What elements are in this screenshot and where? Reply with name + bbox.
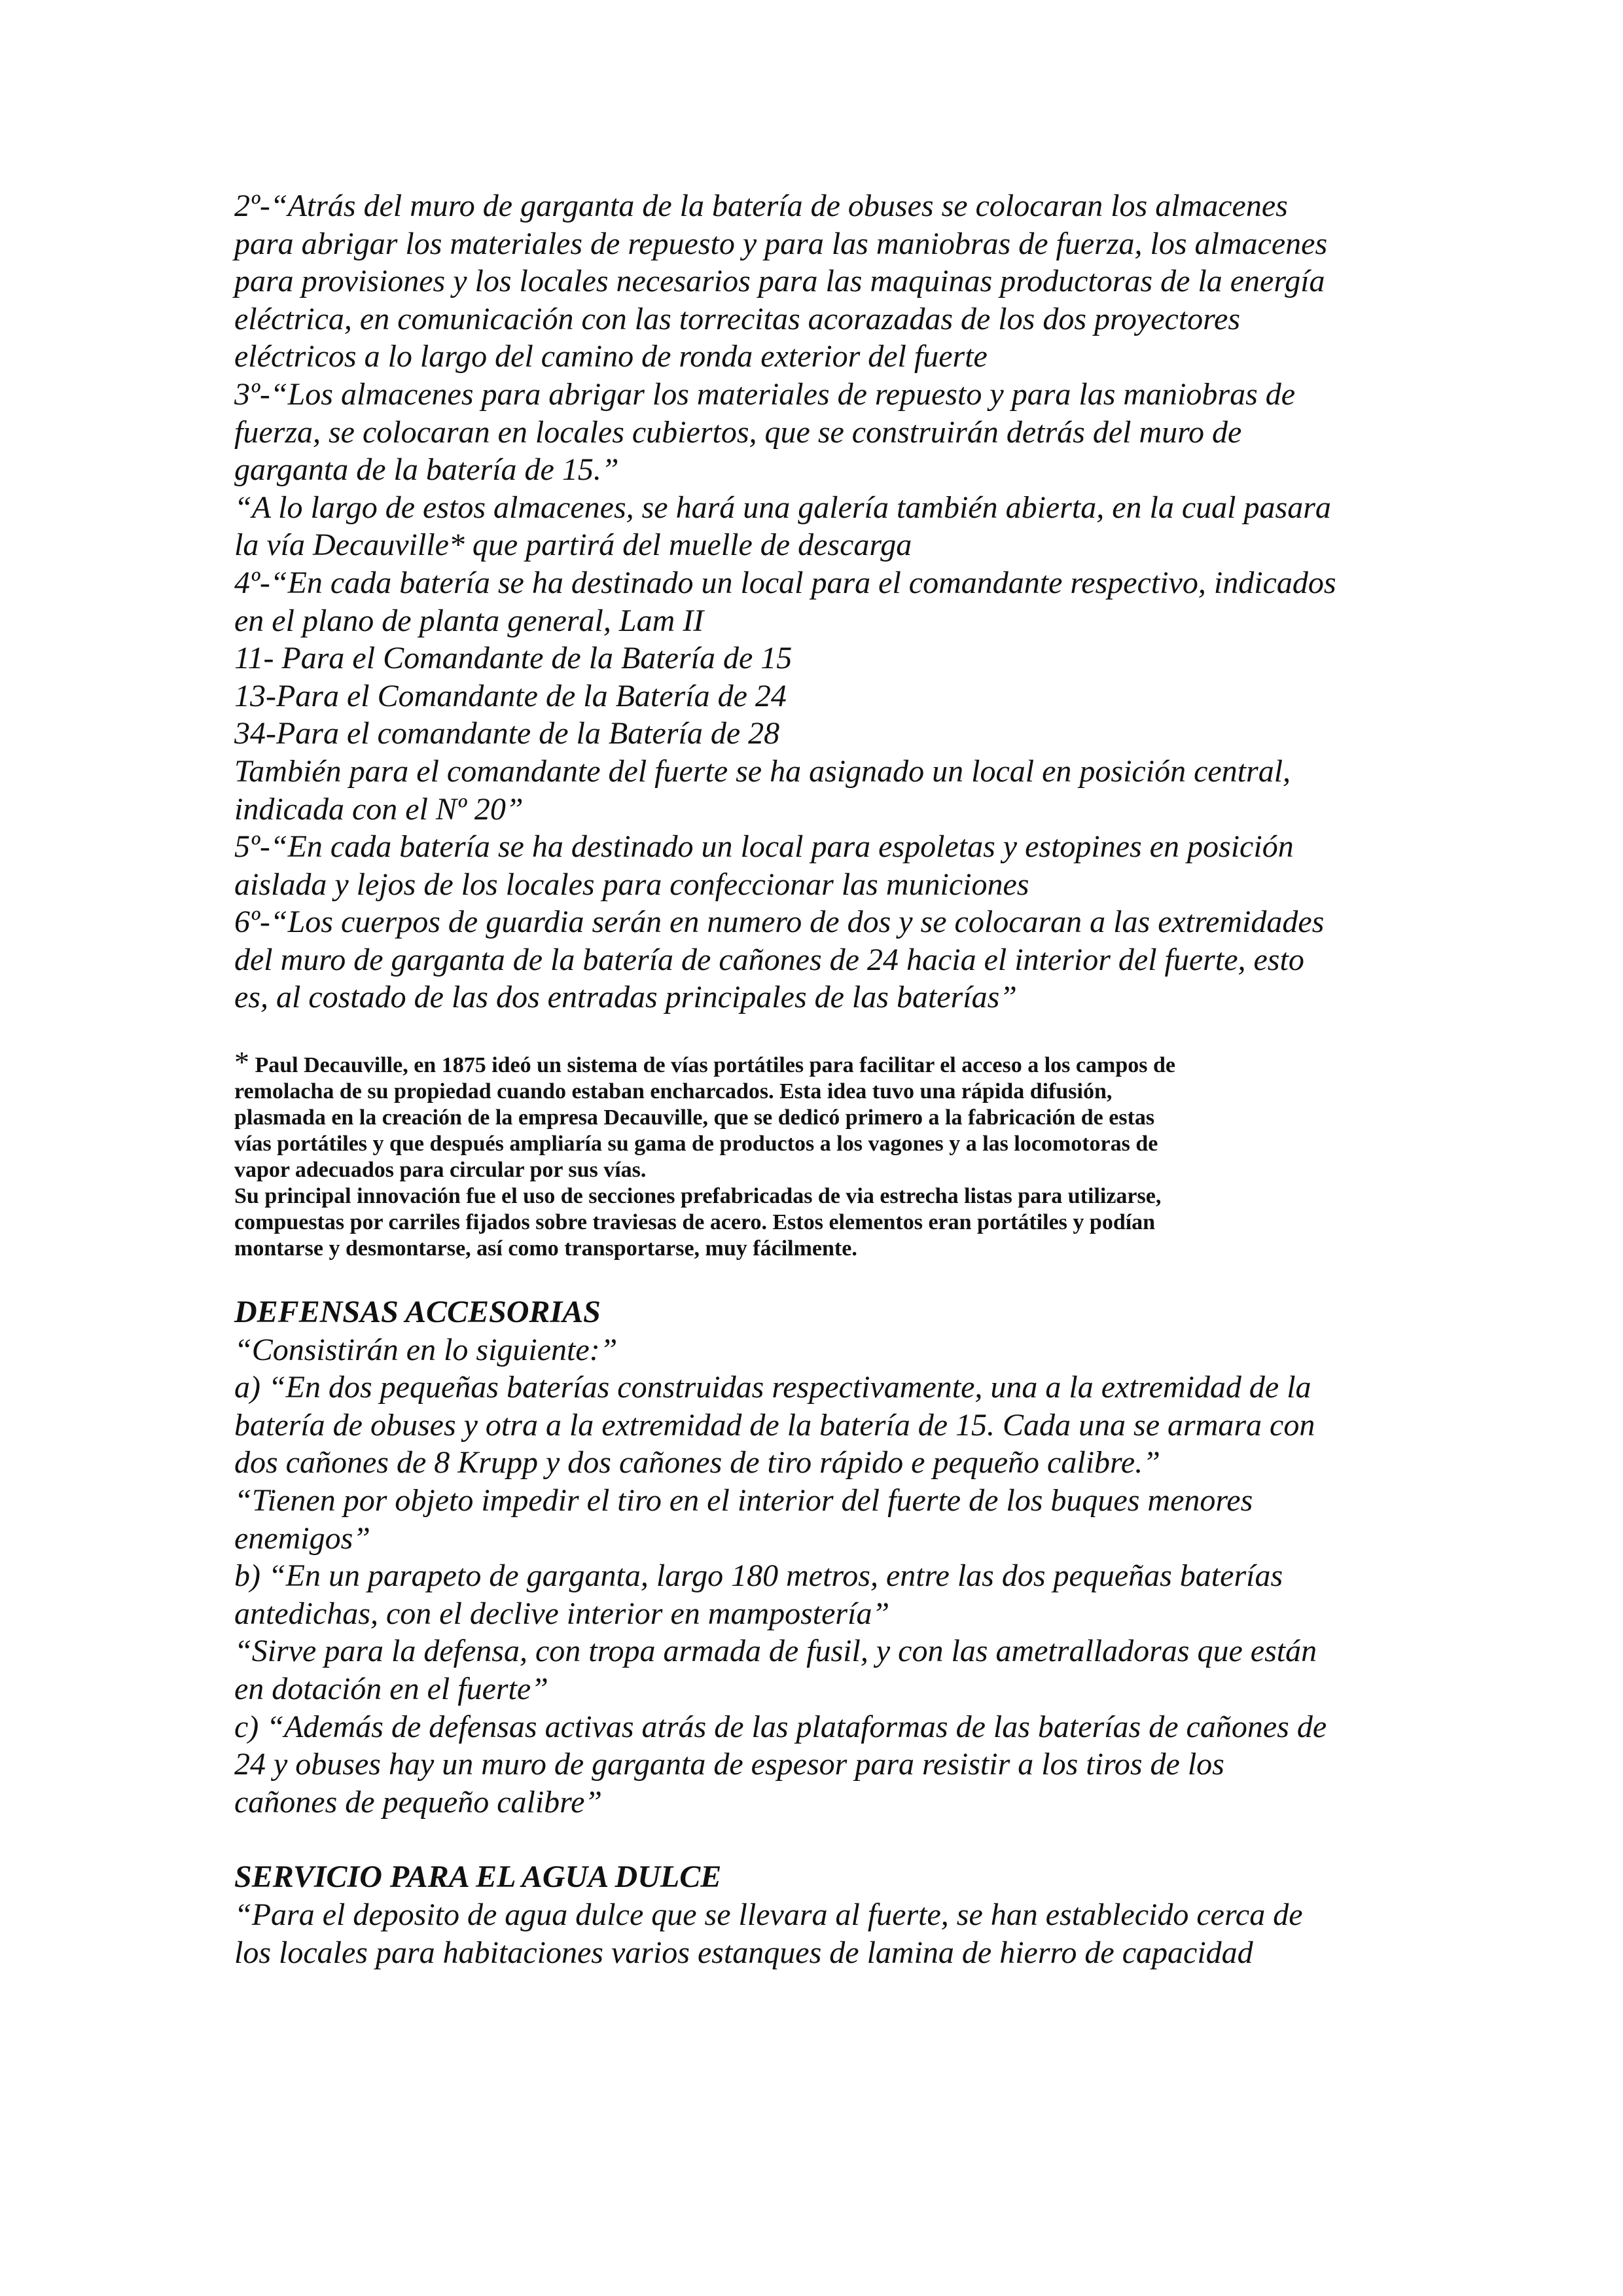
text-line: es, al costado de las dos entradas principales de las baterías” [234,980,1017,1015]
text-line: fuerza, se colocaran en locales cubiertos, que se construirán detrás del muro de [234,414,1242,450]
text-line: 6º-“Los cuerpos de guardia serán en numero de dos y se colocaran a las extremidades [234,905,1325,940]
text-line: 24 y obuses hay un muro de garganta de espesor para resistir a los tiros de los [234,1747,1224,1782]
text-line: aislada y lejos de los locales para confeccionar las municiones [234,867,1029,902]
text-line: la vía Decauville* que partirá del muelle de descarga [234,528,912,563]
text-line: 2º-“Atrás del muro de garganta de la batería de obuses se colocaran los almacenes [234,188,1288,223]
footnote-line: montarse y desmontarse, así como transportarse, muy fácilmente. [234,1236,857,1261]
text-line: c) “Además de defensas activas atrás de las plataformas de las baterías de cañones de [234,1709,1327,1744]
section-servicio-agua-dulce [234,1858,1396,1971]
text-line: “Para el deposito de agua dulce que se llevara al fuerte, se han establecido cerca de [234,1897,1303,1932]
text-line: para provisiones y los locales necesarios para las maquinas productoras de la energía [234,264,1325,299]
text-line: los locales para habitaciones varios estanques de lamina de hierro de capacidad [234,1935,1253,1970]
text-line: cañones de pequeño calibre” [234,1784,603,1820]
footnote-line: vías portátiles y que después ampliaría su gama de productos a los vagones y a las locomotoras de [234,1132,1158,1157]
page-content [234,187,1396,1971]
text-line: b) “En un parapeto de garganta, largo 180 metros, entre las dos pequeñas baterías [234,1558,1283,1594]
footnote-line: plasmada en la creación de la empresa Decauville, que se dedicó primero a la fabricación de estas [234,1105,1155,1130]
text-line: “Tienen por objeto impedir el tiro en el interior del fuerte de los buques menores [234,1483,1253,1518]
text-line: “A lo largo de estos almacenes, se hará una galería también abierta, en la cual pasara [234,490,1331,525]
text-line: en el plano de planta general, Lam II [234,603,704,638]
footnote-line: compuestas por carriles fijados sobre traviesas de acero. Estos elementos eran portátiles y podían [234,1210,1156,1235]
footnote [234,1045,1396,1262]
text-line: También para el comandante del fuerte se ha asignado un local en posición central, [234,753,1291,789]
footnote-marker: * [234,1045,249,1079]
text-line: antedichas, con el declive interior en mampostería” [234,1596,890,1631]
text-line: “Consistirán en lo siguiente:” [234,1332,618,1367]
section-defensas-accesorias [234,1293,1396,1821]
text-line: 3º-“Los almacenes para abrigar los materiales de repuesto y para las maniobras de [234,376,1296,412]
main-text-block [234,187,1396,1016]
text-line: 34-Para el comandante de la Batería de 28 [234,716,780,751]
footnote-text: Paul Decauville, en 1875 ideó un sistema de vías portátiles para facilitar el acceso a los campos de [249,1053,1175,1078]
text-line: batería de obuses y otra a la extremidad de la batería de 15. Cada una se armara con [234,1407,1315,1443]
footnote-first-line [234,1045,1396,1079]
section-heading: SERVICIO PARA EL AGUA DULCE [234,1859,722,1895]
section-heading: DEFENSAS ACCESORIAS [234,1295,601,1330]
text-line: a) “En dos pequeñas baterías construidas respectivamente, una a la extremidad de la [234,1370,1311,1405]
text-line: indicada con el Nº 20” [234,791,524,827]
text-line: 5º-“En cada batería se ha destinado un local para espoletas y estopines en posición [234,829,1294,865]
text-line: 11- Para el Comandante de la Batería de 15 [234,641,793,676]
footnote-line: vapor adecuados para circular por sus vías. [234,1158,647,1183]
text-line: eléctricos a lo largo del camino de ronda exterior del fuerte [234,339,988,374]
footnote-line: remolacha de su propiedad cuando estaban encharcados. Esta idea tuvo una rápida difusión, [234,1079,1113,1104]
text-line: garganta de la batería de 15.” [234,452,619,488]
text-line: en dotación en el fuerte” [234,1672,548,1706]
text-line: eléctrica, en comunicación con las torrecitas acorazadas de los dos proyectores [234,301,1241,336]
footnote-line: Su principal innovación fue el uso de secciones prefabricadas de via estrecha listas para utilizarse, [234,1184,1162,1209]
text-line: para abrigar los materiales de repuesto y para las maniobras de fuerza, los almacenes [234,226,1328,261]
text-line: 4º-“En cada batería se ha destinado un local para el comandante respectivo, indicados [234,565,1336,600]
text-line: del muro de garganta de la batería de cañones de 24 hacia el interior del fuerte, esto [234,942,1304,977]
text-line: enemigos” [234,1520,370,1556]
text-line: “Sirve para la defensa, con tropa armada de fusil, y con las ametralladoras que están [234,1634,1317,1669]
text-line: 13-Para el Comandante de la Batería de 24 [234,678,787,713]
text-line: dos cañones de 8 Krupp y dos cañones de tiro rápido e pequeño calibre.” [234,1445,1160,1480]
